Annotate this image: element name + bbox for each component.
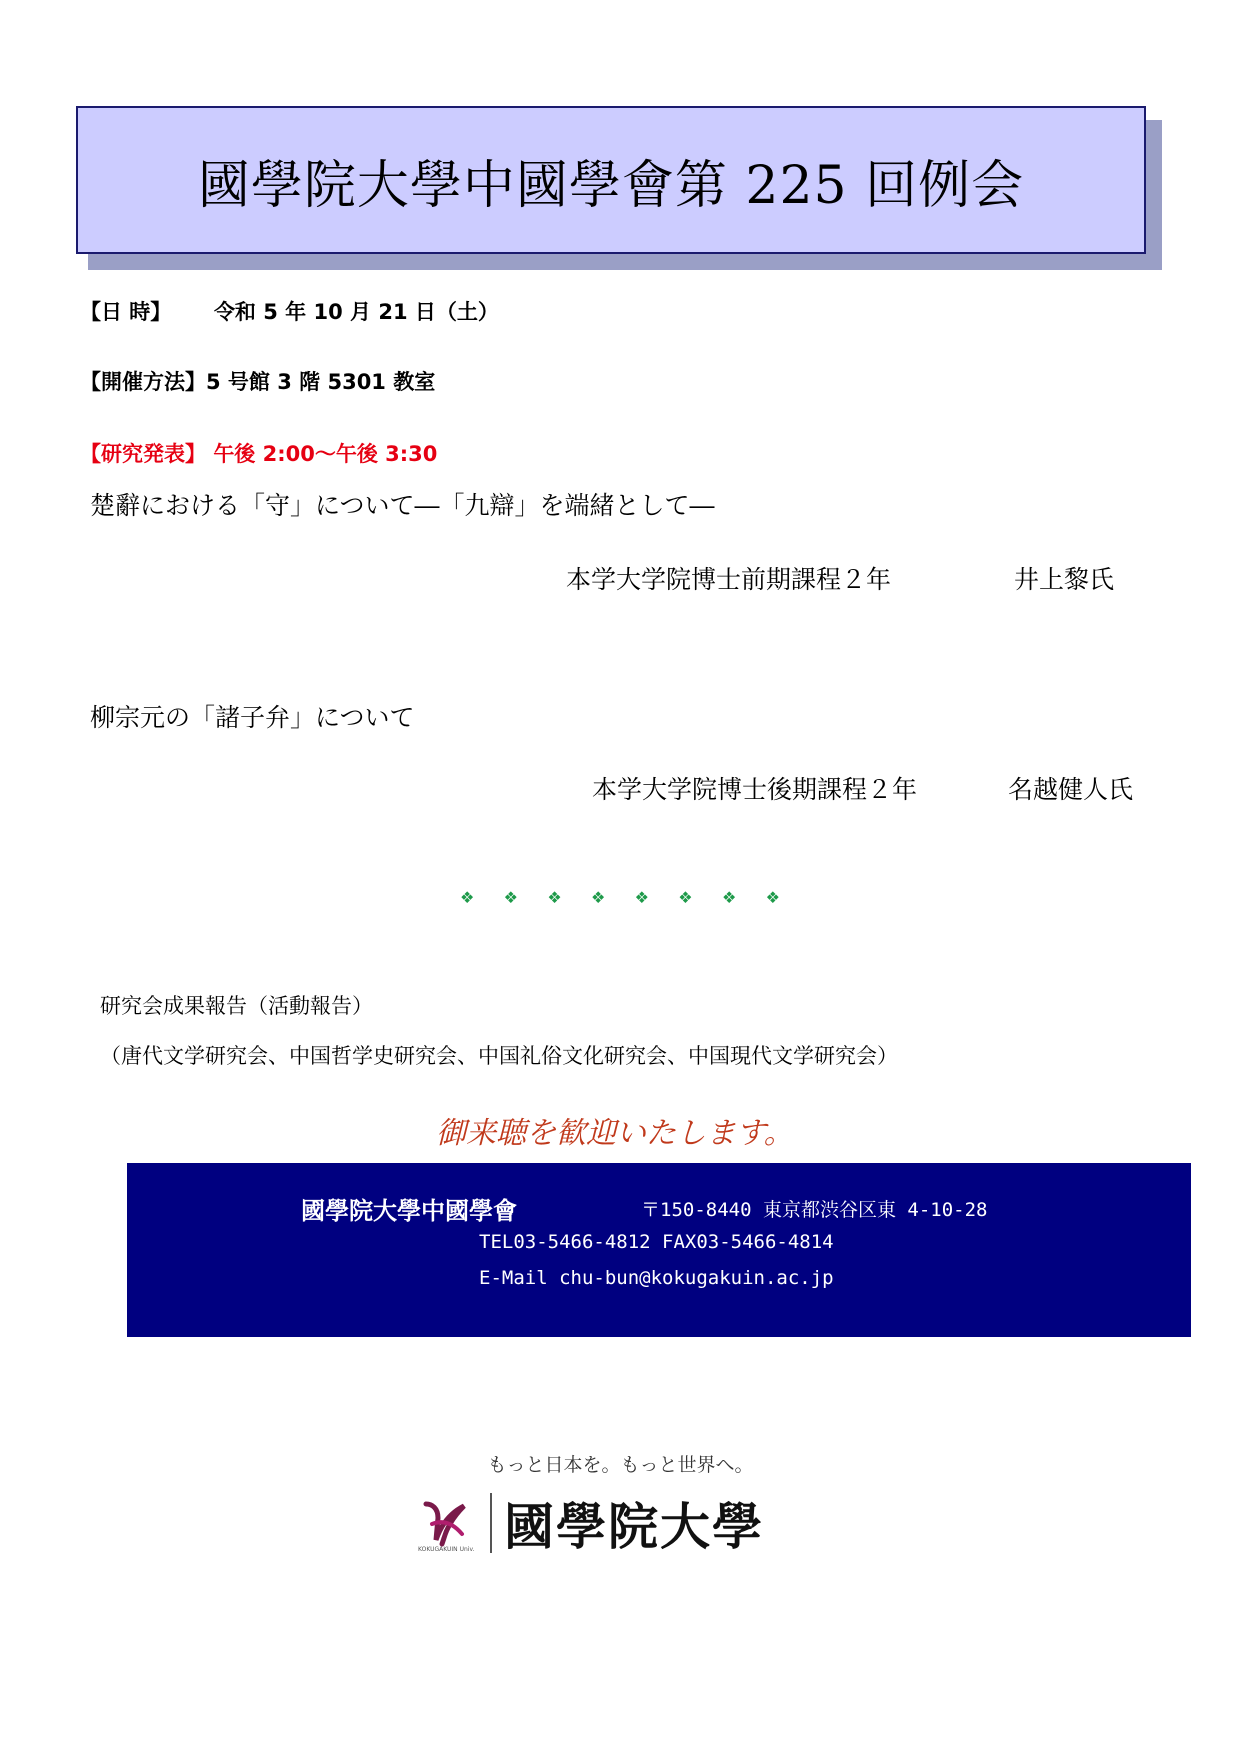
footer-tagline: もっと日本を。もっと世界へ。 <box>487 1454 754 1476</box>
diamond-icon: ❖ <box>721 888 737 907</box>
diamond-icon: ❖ <box>765 888 780 907</box>
diamond-icon: ❖ <box>634 888 649 907</box>
contact-box <box>127 1163 1191 1337</box>
talk-1-speaker: 井上黎氏 <box>1014 565 1115 594</box>
welcome-message: 御来聴を歓迎いたします。 <box>436 1116 794 1151</box>
contact-email[interactable] <box>479 1267 834 1289</box>
contact-phone: TEL03-5466-4812 FAX03-5466-4814 <box>479 1231 834 1253</box>
diamond-icon: ❖ <box>678 888 693 907</box>
talk-2-title: 柳宗元の「諸子弁」について <box>90 703 415 732</box>
research-row <box>80 438 437 468</box>
logo-divider <box>490 1493 492 1553</box>
report-heading: 研究会成果報告（活動報告） <box>100 994 373 1018</box>
diamond-icon: ❖ <box>503 888 518 907</box>
contact-address: 〒150-8440 東京都渋谷区東 4-10-28 <box>641 1199 988 1221</box>
talk-2-speaker: 名越健人氏 <box>1008 775 1134 804</box>
venue-row <box>80 366 435 396</box>
contact-email-text: E-Mail chu-bun@kokugakuin.ac.jp <box>479 1267 834 1289</box>
university-logo <box>418 1488 818 1558</box>
contact-org: 國學院大學中國學會 <box>301 1197 517 1225</box>
title-box <box>76 106 1146 254</box>
diamond-icon: ❖ <box>547 888 562 907</box>
university-name: 國學院大學 <box>504 1497 764 1556</box>
venue-label: 【開催方法】 <box>80 370 206 394</box>
diamond-icon: ❖ <box>460 888 475 907</box>
diamond-icon: ❖ <box>590 888 606 907</box>
talk-2-affiliation: 本学大学院博士後期課程２年 <box>592 775 918 804</box>
report-groups: （唐代文学研究会、中国哲学史研究会、中国礼俗文化研究会、中国現代文学研究会） <box>100 1044 898 1068</box>
kokugakuin-k-logo-icon <box>418 1494 480 1552</box>
research-label: 【研究発表】 <box>80 442 206 466</box>
venue-value: 5 号館 3 階 5301 教室 <box>206 370 436 394</box>
page-title: 國學院大學中國學會第 225 回例会 <box>197 155 1025 216</box>
datetime-value: 令和 5 年 10 月 21 日（土） <box>213 300 499 324</box>
talk-1-title: 楚辭における「守」について―「九辯」を端緒として― <box>90 491 715 520</box>
talk-1-affiliation: 本学大学院博士前期課程２年 <box>566 565 892 594</box>
diamond-divider <box>460 888 780 907</box>
datetime-label: 【日 時】 <box>80 300 172 324</box>
logo-small-text: KOKUGAKUIN Univ. <box>418 1546 475 1553</box>
datetime-row <box>80 296 499 326</box>
research-time: 午後 2:00～午後 3:30 <box>213 442 438 466</box>
